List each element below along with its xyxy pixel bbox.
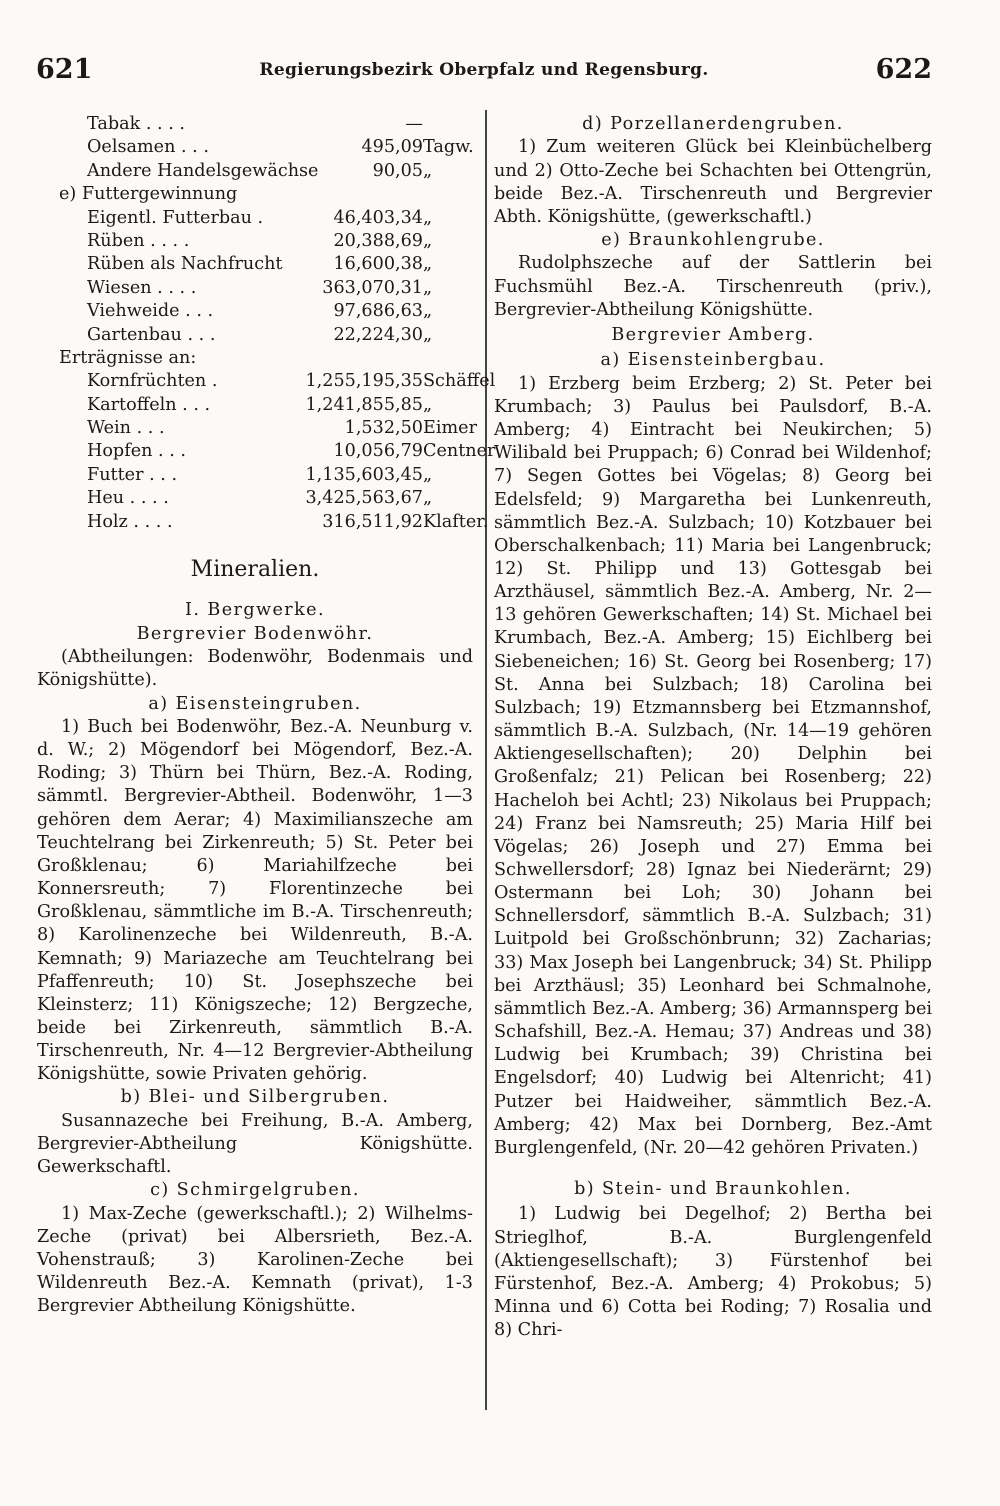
schmirgel-heading: c) Schmirgelgruben. (150, 1180, 360, 1201)
section-heading: Erträgnisse an: (59, 347, 197, 368)
running-title: Regierungsbezirk Oberpfalz und Regensburg. (259, 60, 709, 80)
revier-heading: Bergrevier Bodenwöhr. (136, 623, 374, 644)
revier-amberg-heading: Bergrevier Amberg. (611, 324, 815, 345)
schmirgel-paragraph: 1) Max-Zeche (gewerkschaftl.); 2) Wilhelms-Zeche (privat) bei Albersrieth, Bez.-A. Vohenstrauß; 3) Karolinen-Zeche bei Wildenreuth Bez.-A. Kemnath (privat), 1-3 Bergrevier Abtheilung Königshütte. (37, 1203, 473, 1317)
right-column (494, 113, 932, 1342)
left-column (37, 113, 496, 1319)
stein-paragraph: 1) Ludwig bei Degelhof; 2) Bertha bei Strieglhof, B.-A. Burglengenfeld (Aktiengesellschaft); 3) Fürstenhof bei Fürstenhof, Bez.-A. Amberg; 4) Prokobus; 5) Minna und 6) Cotta bei Roding; 7) Rosalia und 8) Chri- (494, 1204, 932, 1341)
section-heading: e) Futtergewinnung (59, 184, 238, 205)
braunkohle-heading: e) Braunkohlengrube. (601, 230, 825, 251)
table-row: Eigentl. Futterbau . 46,403,34 „ (87, 207, 433, 228)
porzellan-heading: d) Porzellanerdengruben. (582, 114, 844, 134)
table-row: Heu . . . . 3,425,563,67 „ (87, 488, 433, 509)
bergwerke-heading: I. Bergwerke. (185, 600, 325, 621)
page-number-right: 622 (875, 54, 932, 85)
porzellan-paragraph: 1) Zum weiteren Glück bei Kleinbüchelberg und 2) Otto-Zeche bei Schachten bei Ottengrün, beide Bez.-A. Tirschenreuth und Bergrevier Abth. Königshütte, (gewerkschaftl.) (494, 137, 932, 227)
blei-paragraph: Susannazeche bei Freihung, B.-A. Amberg, Bergrevier-Abtheilung Königshütte. Gewerkschaftl. (37, 1110, 473, 1178)
table-row: Viehweide . . . 97,686,63 „ (87, 301, 433, 322)
crop-table (37, 113, 473, 183)
table-row: Kartoffeln . . . 1,241,855,85 „ (87, 394, 433, 415)
table-row: Kornfrüchten . 1,255,195,35 Schäffel (87, 371, 496, 392)
stein-heading: b) Stein- und Braunkohlen. (574, 1179, 852, 1200)
eisenstein-paragraph: 1) Erzberg beim Erzberg; 2) St. Peter bei Krumbach; 3) Paulus bei Paulsdorf, B.-A. Amberg; 4) Eintracht bei Neukirchen; 5) Wilibald bei Pruppach; 6) Conrad bei Wildenhof; 7) Segen Gottes bei Vögelas; 8) Georg bei Edelsfeld; 9) Margaretha bei Lunkenreuth, sämmtlich Bez.-A. Sulzbach; 10) Kotzbauer bei Oberschalkenbach; 11) Maria bei Langenbruck; 12) St. Philipp und 13) Gottesgab bei Arzthäusel, sämmtlich Bez.-A. Amberg, Nr. 2—13 gehören Gewerkschaften; 14) St. Michael bei Krumbach, Bez.-A. Amberg; 15) Eichlberg bei Siebeneichen; 16) St. Georg bei Rosenberg; 17) St. Anna bei Sulzbach; 18) Carolina bei Sulzbach; 19) Etzmannsberg bei Etzmannshof, sämmtlich B.-A. Sulzbach, (Nr. 14—19 gehören Aktiengesellschaften); 20) Delphin bei Großenfalz; 21) Pelican bei Rosenberg; 22) Hacheloh bei Achtl; 23) Nikolaus bei Pruppach; 24) Franz bei Namsreuth; 25) Maria Hilf bei Vögelas; 26) Joseph und 27) Emma bei Schwellersdorf; 28) Ignaz bei Niederärnt; 29) Ostermann bei Loh; 30) Johann bei Schnellersdorf, sämmtlich B.-A. Sulzbach; 31) Luitpold bei Großschönbrunn; 32) Zacharias; 33) Max Joseph bei Langenbruck; 34) St. Philipp bei Arzthäusl; 35) Leonhard bei Schmalnohe, sämmtlich Bez.-A. Amberg; 36) Armannsperg bei Schafshill, Bez.-A. Hemau; 37) Andreas und 38) Ludwig bei Krumbach; 39) Christina bei Engelsdorf; 40) Ludwig bei Altenricht; 41) Putzer bei Haidweiher, sämmtlich Bez.-A. Amberg; 42) Max bei Dornberg, Bez.-Amt Burglengenfeld, (Nr. 20—42 gehören Privaten.) (494, 373, 932, 1158)
table-row: Hopfen . . . 10,056,79 Centner (87, 441, 496, 462)
table-row: Gartenbau . . . 22,224,30 „ (87, 324, 433, 345)
page-number-left: 621 (36, 54, 93, 85)
eisen-heading: a) Eisensteingruben. (148, 693, 362, 714)
mineralien-heading: Mineralien. (190, 557, 320, 583)
table-row: Futter . . . 1,135,603,45 „ (87, 464, 433, 485)
braunkohle-paragraph: Rudolphszeche auf der Sattlerin bei Fuchsmühl Bez.-A. Tirschenreuth (priv.), Bergrevier-Abtheilung Königshütte. (494, 253, 932, 320)
eisenstein-heading: a) Eisensteinbergbau. (600, 350, 826, 371)
table-row: Tabak . . . . — (87, 114, 423, 134)
table-row: Rüben . . . . 20,388,69 „ (87, 230, 433, 251)
table-row: Holz . . . . 316,511,92 Klafter. (87, 511, 489, 532)
table-row: Andere Handelsgewächse 90,05 „ (87, 160, 433, 181)
eisen-paragraph: 1) Buch bei Bodenwöhr, Bez.-A. Neunburg v. d. W.; 2) Mögendorf bei Mögendorf, Bez.-A. Roding; 3) Thürn bei Thürn, Bez.-A. Roding, sämmtl. Bergrevier-Abtheil. Bodenwöhr, 1—3 gehören dem Aerar; 4) Maximilianszeche am Teuchtelrang bei Zirkenreuth; 5) St. Peter bei Großklenau; 6) Mariahilfzeche bei Konnersreuth; 7) Florentinzeche bei Großklenau, sämmtliche im B.-A. Tirschenreuth; 8) Karolinenzeche bei Wildenreuth, B.-A. Kemnath; 9) Mariazeche am Teuchtelrang bei Pfaffenreuth; 10) St. Josephszeche bei Kleinsterz; 11) Königszeche; 12) Bergzeche, beide bei Zirkenreuth, sämmtlich B.-A. Tirschenreuth, Nr. 4—12 Bergrevier-Abtheilung Königshütte, sowie Privaten gehörig. (37, 716, 473, 1085)
fodder-table (37, 207, 473, 347)
yield-table (37, 370, 496, 534)
abtheilungen-text: (Abtheilungen: Bodenwöhr, Bodenmais und Königshütte). (37, 647, 473, 691)
table-row: Rüben als Nachfrucht 16,600,38 „ (87, 254, 433, 275)
table-row: Oelsamen . . . 495,09 Tagw. (87, 137, 474, 158)
page-header (36, 54, 932, 84)
column-divider (485, 110, 487, 1410)
blei-heading: b) Blei- und Silbergruben. (120, 1087, 390, 1108)
table-row: Wiesen . . . . 363,070,31 „ (87, 277, 433, 298)
table-row: Wein . . . 1,532,50 Eimer (87, 418, 477, 439)
